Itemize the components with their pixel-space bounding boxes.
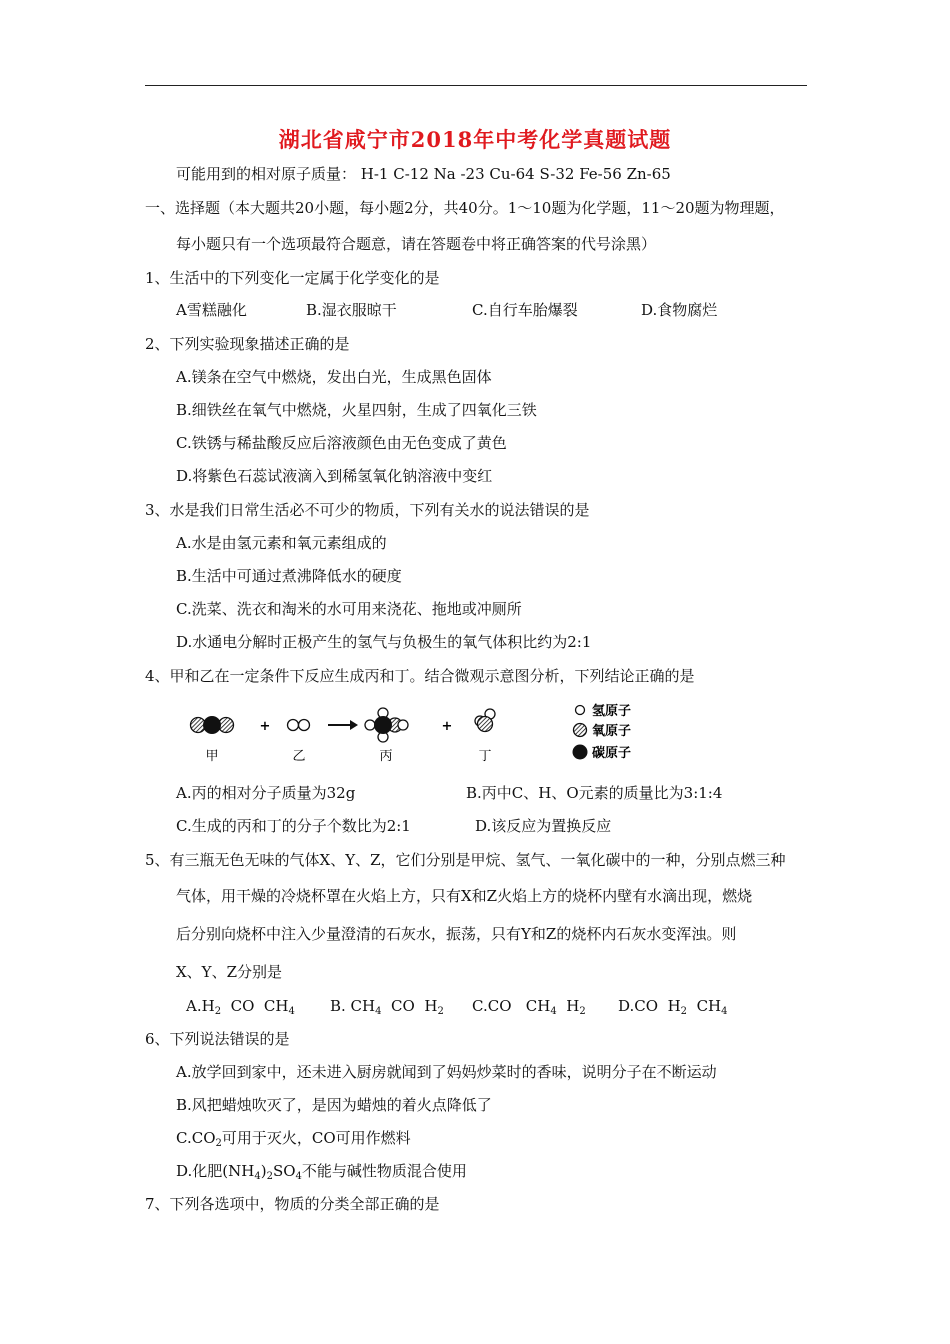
q3-option-a: A.水是由氢元素和氧元素组成的 xyxy=(176,534,387,552)
q7-stem: 7、下列各选项中，物质的分类全部正确的是 xyxy=(145,1195,440,1213)
q5-stem-line4: X、Y、Z分别是 xyxy=(176,963,283,981)
page-title: 湖北省咸宁市2018年中考化学真题试题 xyxy=(278,127,672,152)
molecule-bing xyxy=(365,708,408,742)
q5-stem-line2: 气体，用干燥的冷烧杯罩在火焰上方，只有X和Z火焰上方的烧杯内壁有水滴出现，燃烧 xyxy=(176,887,753,905)
q3-stem: 3、水是我们日常生活必不可少的物质，下列有关水的说法错误的是 xyxy=(145,501,590,519)
q3-option-d: D.水通电分解时正极产生的氢气与负极生的氧气体积比约为2:1 xyxy=(176,633,592,651)
legend-hydrogen: 氢原子 xyxy=(592,704,632,719)
carbon-atom-icon xyxy=(573,745,588,760)
q4-option-c: C.生成的丙和丁的分子个数比为2:1 xyxy=(176,817,411,835)
q3-option-b: B.生活中可通过煮沸降低水的硬度 xyxy=(176,567,402,585)
atomic-masses: 可能用到的相对原子质量： H-1 C-12 Na -23 Cu-64 S-32 Fe-56 Zn-65 xyxy=(176,165,671,183)
q1-option-b: B.湿衣服晾干 xyxy=(306,301,397,319)
q5-stem-line1: 5、有三瓶无色无味的气体X、Y、Z，它们分别是甲烷、氢气、一氧化碳中的一种，分别点燃三种 xyxy=(145,851,786,869)
molecule-yi xyxy=(288,720,310,731)
q6-option-d: D.化肥$(NH_4)_2SO_4$不能与碱性物质混合使用 xyxy=(176,1162,467,1182)
section-heading-line1: 一、选择题（本大题共20小题，每小题2分，共40分。1～10题为化学题，11～20题为物理题， xyxy=(145,199,785,217)
legend-carbon: 碳原子 xyxy=(592,746,632,761)
molecule-ding xyxy=(475,709,495,732)
header-rule xyxy=(145,85,807,86)
q2-option-b: B.细铁丝在氧气中燃烧，火星四射，生成了四氧化三铁 xyxy=(176,401,537,419)
q2-option-d: D.将紫色石蕊试液滴入到稀氢氧化钠溶液中变红 xyxy=(176,467,493,485)
q1-option-a: A雪糕融化 xyxy=(176,301,247,319)
plus-sign: + xyxy=(259,719,271,734)
legend-oxygen: 氧原子 xyxy=(592,724,632,739)
q5-option-d: D.CO $H_2$ $CH_4$ xyxy=(618,997,728,1017)
q6-option-c: $C.CO_2$可用于灭火，CO可用作燃料 xyxy=(176,1129,411,1149)
label-jia: 甲 xyxy=(205,749,219,764)
q1-option-c: C.自行车胎爆裂 xyxy=(472,301,578,319)
reaction-arrow-icon xyxy=(328,720,358,730)
q3-option-c: C.洗菜、洗衣和淘米的水可用来浇花、拖地或冲厕所 xyxy=(176,600,522,618)
q2-option-a: A.镁条在空气中燃烧，发出白光，生成黑色固体 xyxy=(176,368,492,386)
q5-stem-line3: 后分别向烧杯中注入少量澄清的石灰水，振荡，只有Y和Z的烧杯内石灰水变浑浊。则 xyxy=(176,925,737,943)
q6-option-a: A.放学回到家中，还未进入厨房就闻到了妈妈炒菜时的香味，说明分子在不断运动 xyxy=(176,1063,717,1081)
q6-stem: 6、下列说法错误的是 xyxy=(145,1030,290,1048)
reaction-diagram xyxy=(185,700,645,772)
q4-option-a: A.丙的相对分子质量为32g xyxy=(176,784,356,802)
molecule-jia xyxy=(191,716,234,734)
q2-option-c: C.铁锈与稀盐酸反应后溶液颜色由无色变成了黄色 xyxy=(176,434,507,452)
q1-option-d: D.食物腐烂 xyxy=(641,301,718,319)
section-heading-line2: 每小题只有一个选项最符合题意，请在答题卷中将正确答案的代号涂黑） xyxy=(176,235,657,253)
q4-option-d: D.该反应为置换反应 xyxy=(475,817,612,835)
q4-stem: 4、甲和乙在一定条件下反应生成丙和丁。结合微观示意图分析，下列结论正确的是 xyxy=(145,667,695,685)
label-bing: 丙 xyxy=(379,749,393,764)
label-yi: 乙 xyxy=(292,749,306,764)
q1-stem: 1、生活中的下列变化一定属于化学变化的是 xyxy=(145,269,440,287)
label-ding: 丁 xyxy=(478,749,492,764)
q4-option-b: B.丙中C、H、O元素的质量比为3:1:4 xyxy=(466,784,723,802)
plus-sign: + xyxy=(441,719,453,734)
hydrogen-atom-icon xyxy=(576,706,585,715)
q2-stem: 2、下列实验现象描述正确的是 xyxy=(145,335,350,353)
q5-option-b: B. $CH_4$ CO $H_2$ xyxy=(330,997,444,1017)
q5-option-a: $A.H_2$ CO $CH_4$ xyxy=(186,997,295,1017)
q5-option-c: C.CO $CH_4$ $H_2$ xyxy=(472,997,586,1017)
legend xyxy=(573,703,632,761)
oxygen-atom-icon xyxy=(574,724,587,737)
q6-option-b: B.风把蜡烛吹灭了，是因为蜡烛的着火点降低了 xyxy=(176,1096,492,1114)
